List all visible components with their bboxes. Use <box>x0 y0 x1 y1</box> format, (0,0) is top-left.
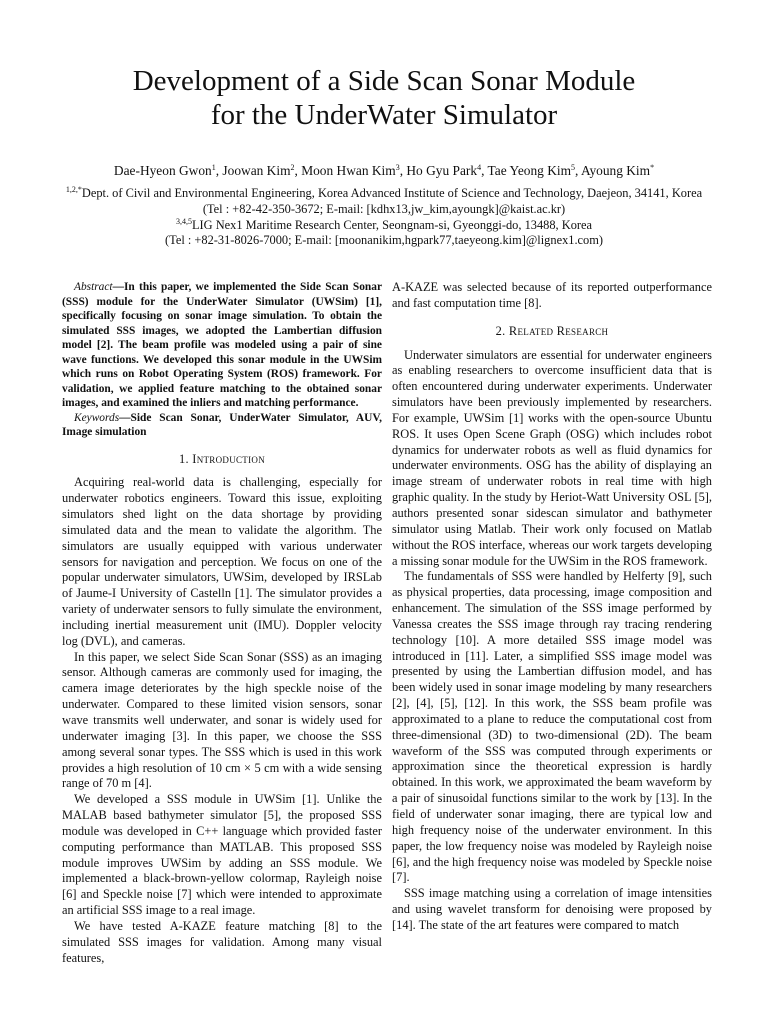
paragraph: Underwater simulators are essential for underwater engineers as enabling researchers to overcome insufficient data that is often encountered during underwater experiments. Underwater simulators have been previously implemented by researchers. For example, UWSim [1] works with the open-source Ubuntu ROS. It uses Open Scene Graph (OSG) which includes robot dynamics for underwater robots as well as fluid dynamics for underwater environments. OSG has the ability of displaying an image stream of underwater robots in real time with high graphic quality. In the study by Heriot-Watt University OSL [5], authors presented sonar sidescan simulator and bathymeter simulator using Matlab. Their work only focused on Matlab without the ROS interface, whereas our work targets developing a missing sonar module for the UWSim in the ROS framework. <box>392 347 712 568</box>
title-line-1: Development of a Side Scan Sonar Module <box>132 65 636 97</box>
author: Moon Hwan Kim$^3$ <box>301 163 400 178</box>
keywords: Keywords—Side Scan Sonar, UnderWater Simulator, AUV, Image simulation <box>62 411 382 438</box>
affiliation-contact: (Tel : +82-31-8026-7000; E-mail: [moonanikim,hgpark77,taeyeong.kim]@lignex1.com) <box>164 233 604 248</box>
author: Ho Gyu Park$^4$ <box>406 163 482 178</box>
paper-title <box>0 64 768 132</box>
author: Tae Yeong Kim$^5$ <box>487 163 576 178</box>
author: Ayoung Kim* <box>581 163 655 178</box>
paragraph: The fundamentals of SSS were handled by Helferty [9], such as physical properties, data processing, image composition and enhancement. The simulation of the SSS image performed by Vanessa creates the SSS image through ray tracing rendering technology [10]. A more detailed SSS image model was introduced in [11]. Later, a simplified SSS image model was presented by using the Lambertian diffusion model, and has been widely used in sonar image modeling by many researchers [2], [4], [5], [12]. In this work, the SSS beam profile was approximated to a plane to reduce the computational cost from three-dimensional (3D) to two-dimensional (2D). The beam waveform of the SSS was computed through experiments or approximation since the theoretical expression is hardly obtained. In this work, we approximated the beam waveform by a pair of sinusoidal functions similar to the work by [13]. In the field of underwater sonar imaging, there are typical low and high frequency noise of the underwater environment. In this paper, the low frequency noise was modeled by Rayleigh noise [6], and the high frequency noise was modeled by Speckle noise [7]. <box>392 569 712 885</box>
paragraph: SSS image matching using a correlation of image intensities and using wavelet transform for denoising were proposed by [14]. The state of the art features were compared to match <box>392 886 712 932</box>
affiliation-line: $^{1,2,*}$Dept. of Civil and Environmental Engineering, Korea Advanced Institute of Science and Technology, Daejeon, 34141, Korea <box>65 185 703 200</box>
author: Dae-Hyeon Gwon$^1$ <box>113 163 216 178</box>
author: Joowan Kim$^2$ <box>222 163 295 178</box>
affiliations <box>0 186 768 249</box>
paragraph: We have tested A-KAZE feature matching [8] to the simulated SSS images for validation. Among many visual features, <box>62 918 382 965</box>
paragraph: In this paper, we select Side Scan Sonar (SSS) as an imaging sensor. Although cameras are commonly used for imaging, the camera image deteriorates by the high speckle noise of the underwater. Compared to these limited vision sensors, sonar wave transmits well underwater, and sonar is widely used for underwater imaging [3]. In this paper, we choose the SSS among several sonar types. The SSS which is used in this work provides a high resolution of 10 cm × 5 cm with a wide sensing range of 70 m [4]. <box>62 649 382 791</box>
author-list: Dae-Hyeon Gwon$^1$, Joowan Kim$^2$, Moon Hwan Kim$^3$, Ho Gyu Park$^4$, Tae Yeong Kim$^5$, Ayoung Kim* <box>113 163 655 178</box>
paragraph: We developed a SSS module in UWSim [1]. Unlike the MALAB based bathymeter simulator [5], the proposed SSS module was developed in C++ language which provided faster computing performance than MATLAB. This proposed SSS module improves UWSim by adding an SSS module. We implemented a black-brown-yellow colormap, Rayleigh noise [6] and Speckle noise [7] which were intended to approximate an artificial SSS image to a real image. <box>62 792 382 918</box>
affiliation-line: $^{3,4,5}$LIG Nex1 Maritime Research Center, Seongnam-si, Gyeonggi-do, 13488, Korea <box>175 216 593 232</box>
paragraph: Acquiring real-world data is challenging, especially for underwater robotics engineers. Toward this issue, exploiting simulators shed light on the data shortage by providing simulated data and the mean to validate the algorithm. The simulators are usually equipped with various underwater sensors for navigation and perception. We focus on one of the popular underwater simulators, UWSim, developed by IRSLab of Jaume-I University of Castelln [1]. The simulator provides a variety of underwater sensors to fully simulate the environment, including inertial measurement unit (IMU). Doppler velocity log (DVL), and cameras. <box>62 475 382 648</box>
paragraph-continuation: A-KAZE was selected because of its reported outperformance and fast computation time [8]. <box>392 280 712 310</box>
right-column <box>392 280 712 934</box>
abstract: Abstract—In this paper, we implemented the Side Scan Sonar (SSS) module for the UnderWater Simulator (UWSim) [1], specifically focusing on sonar image simulation. To obtain the simulated SSS images, we adopted the Lambertian diffusion model [2]. The beam profile was modeled using a pair of sine wave functions. We developed this sonar module in the UWSim which runs on Robot Operating System (ROS) framework. For validation, we applied feature matching to the obtained sonar images, and examined the inliers and matching performance. <box>62 281 382 409</box>
title-line-2: for the UnderWater Simulator <box>210 99 558 131</box>
section-heading-introduction: 1. Introduction <box>178 451 265 466</box>
section-heading-related-research: 2. Related Research <box>495 323 609 338</box>
affiliation-contact: (Tel : +82-42-350-3672; E-mail: [kdhx13,jw_kim,ayoungk]@kaist.ac.kr) <box>202 201 566 216</box>
left-column <box>62 280 382 967</box>
